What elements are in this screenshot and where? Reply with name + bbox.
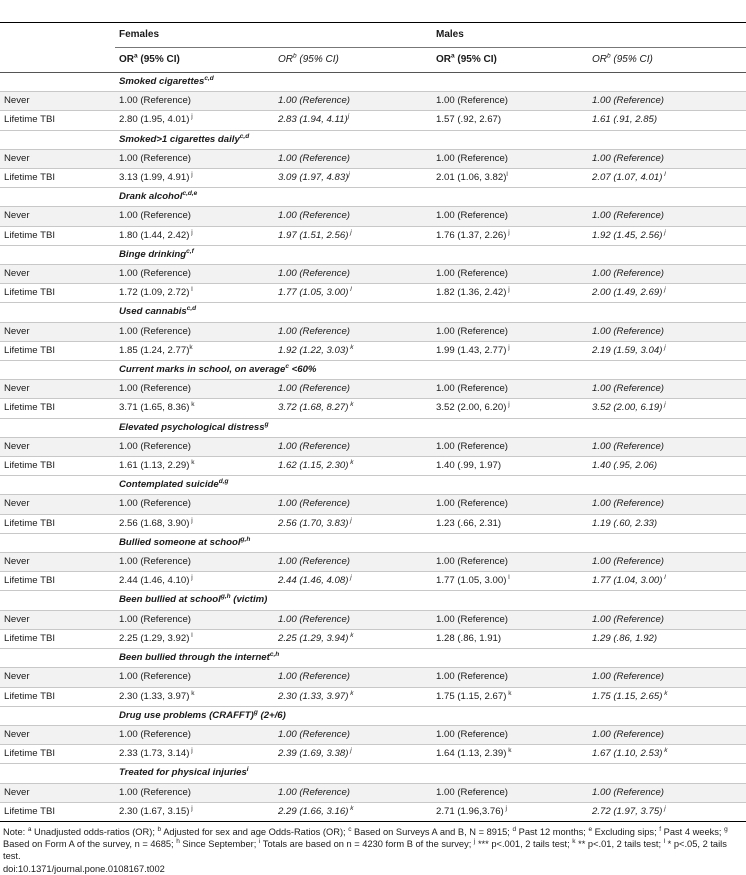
category-row	[0, 533, 746, 552]
row-label-tbi: Lifetime TBI	[0, 169, 115, 188]
header-male-or-a: $OR^a$ (95% CI)	[432, 48, 588, 73]
cell-female-or-a: 1.00 (Reference)	[115, 437, 274, 456]
odds-ratio-table	[0, 23, 746, 822]
cell-male-or-b: 1.29 (.86, 1.92)	[588, 629, 746, 648]
table-row-never	[0, 725, 746, 744]
cell-female-or-a: 1.00 (Reference)	[115, 783, 274, 802]
row-label-never: Never	[0, 725, 115, 744]
cell-female-or-b: 3.72 (1.68, 8.27) $^k$	[274, 399, 432, 418]
cell-female-or-a: 1.61 (1.13, 2.29) $^k$	[115, 457, 274, 476]
cell-male-or-a: 1.00 (Reference)	[432, 495, 588, 514]
cell-female-or-a: 1.00 (Reference)	[115, 92, 274, 111]
cell-male-or-a: 1.00 (Reference)	[432, 380, 588, 399]
cell-female-or-b: 2.39 (1.69, 3.38) $^j$	[274, 745, 432, 764]
cell-male-or-b: 1.00 (Reference)	[588, 668, 746, 687]
category-spacer	[0, 476, 115, 495]
category-title: Smoked>1 cigarettes daily$^{c,d}$	[115, 130, 746, 149]
category-row	[0, 476, 746, 495]
cell-male-or-a: 1.99 (1.43, 2.77) $^j$	[432, 341, 588, 360]
table-row-never	[0, 783, 746, 802]
cell-male-or-a: 1.77 (1.05, 3.00) $^l$	[432, 572, 588, 591]
row-label-tbi: Lifetime TBI	[0, 284, 115, 303]
table-row-never	[0, 380, 746, 399]
cell-male-or-a: 1.00 (Reference)	[432, 668, 588, 687]
cell-male-or-b: 2.72 (1.97, 3.75) $^j$	[588, 802, 746, 821]
table-row-tbi	[0, 226, 746, 245]
cell-female-or-a: 3.71 (1.65, 8.36) $^k$	[115, 399, 274, 418]
category-title: Smoked cigarettes$^{c,d}$	[115, 73, 746, 92]
cell-female-or-a: 2.33 (1.73, 3.14) $^j$	[115, 745, 274, 764]
category-spacer	[0, 73, 115, 92]
cell-female-or-a: 1.72 (1.09, 2.72) $^l$	[115, 284, 274, 303]
cell-female-or-b: 1.00 (Reference)	[274, 668, 432, 687]
table-row-tbi	[0, 341, 746, 360]
header-males: Males	[432, 23, 746, 48]
category-title: Used cannabis$^{c,d}$	[115, 303, 746, 322]
category-row	[0, 73, 746, 92]
cell-male-or-b: 1.77 (1.04, 3.00) $^l$	[588, 572, 746, 591]
table-row-never	[0, 92, 746, 111]
header-row-or	[0, 48, 746, 73]
cell-male-or-b: 2.19 (1.59, 3.04) $^j$	[588, 341, 746, 360]
table-row-never	[0, 149, 746, 168]
header-empty	[0, 23, 115, 48]
cell-male-or-b: 1.19 (.60, 2.33)	[588, 514, 746, 533]
cell-female-or-a: 1.85 (1.24, 2.77)$^k$	[115, 341, 274, 360]
cell-female-or-a: 1.00 (Reference)	[115, 380, 274, 399]
row-label-never: Never	[0, 668, 115, 687]
table-row-tbi	[0, 514, 746, 533]
cell-male-or-a: 1.00 (Reference)	[432, 725, 588, 744]
cell-female-or-a: 2.30 (1.33, 3.97) $^k$	[115, 687, 274, 706]
category-spacer	[0, 130, 115, 149]
cell-male-or-a: 1.23 (.66, 2.31)	[432, 514, 588, 533]
header-male-or-b: $OR^b$ (95% CI)	[588, 48, 746, 73]
cell-female-or-a: 2.25 (1.29, 3.92) $^l$	[115, 629, 274, 648]
cell-female-or-b: 1.00 (Reference)	[274, 149, 432, 168]
cell-female-or-b: 1.00 (Reference)	[274, 322, 432, 341]
row-label-never: Never	[0, 495, 115, 514]
table-row-never	[0, 207, 746, 226]
header-female-or-a: $OR^a$ (95% CI)	[115, 48, 274, 73]
cell-female-or-a: 1.00 (Reference)	[115, 668, 274, 687]
cell-female-or-a: 1.00 (Reference)	[115, 610, 274, 629]
row-label-never: Never	[0, 207, 115, 226]
row-label-tbi: Lifetime TBI	[0, 514, 115, 533]
row-label-tbi: Lifetime TBI	[0, 399, 115, 418]
cell-male-or-a: 1.00 (Reference)	[432, 149, 588, 168]
category-spacer	[0, 706, 115, 725]
table-row-tbi	[0, 802, 746, 821]
table-row-tbi	[0, 399, 746, 418]
cell-male-or-b: 1.00 (Reference)	[588, 610, 746, 629]
cell-female-or-a: 2.56 (1.68, 3.90) $^j$	[115, 514, 274, 533]
table-row-never	[0, 322, 746, 341]
cell-male-or-b: 3.52 (2.00, 6.19) $^j$	[588, 399, 746, 418]
header-empty-2	[0, 48, 115, 73]
top-rule	[0, 0, 746, 23]
table-row-tbi	[0, 111, 746, 130]
cell-female-or-b: 2.83 (1.94, 4.11)$^j$	[274, 111, 432, 130]
row-label-tbi: Lifetime TBI	[0, 629, 115, 648]
table-row-tbi	[0, 629, 746, 648]
cell-female-or-b: 2.30 (1.33, 3.97) $^k$	[274, 687, 432, 706]
cell-male-or-b: 1.00 (Reference)	[588, 783, 746, 802]
table-row-never	[0, 437, 746, 456]
cell-male-or-b: 1.00 (Reference)	[588, 495, 746, 514]
row-label-tbi: Lifetime TBI	[0, 111, 115, 130]
header-row-sex	[0, 23, 746, 48]
category-row	[0, 649, 746, 668]
cell-female-or-a: 1.00 (Reference)	[115, 495, 274, 514]
table-row-never	[0, 495, 746, 514]
category-title: Current marks in school, on average$^c$ <60%	[115, 361, 746, 380]
row-label-never: Never	[0, 610, 115, 629]
cell-male-or-a: 1.00 (Reference)	[432, 437, 588, 456]
table-row-tbi	[0, 457, 746, 476]
row-label-tbi: Lifetime TBI	[0, 226, 115, 245]
category-spacer	[0, 245, 115, 264]
category-title: Contemplated suicide$^{d,g}$	[115, 476, 746, 495]
row-label-tbi: Lifetime TBI	[0, 745, 115, 764]
table-notes: Note: $^a$ Unadjusted odds-ratios (OR); $^b$ Adjusted for sex and age Odds-Ratios (OR); $^c$ Based on Surveys A and B, N = 8915; $^d$ Past 12 months; $^e$ Excluding sips; $^f$ Past 4 weeks; $^g$ Based on Form A of the survey, n = 4685; $^h$ Since September; $^i$ Totals are based on n = 4230 form B of the survey; $^j$ *** p<.001, 2 tails test; $^k$ ** p<.01, 2 tails test; $^l$ * p<.05, 2 tails test.	[3, 825, 728, 862]
category-title: Been bullied at school$^{g,h}$ (victim)	[115, 591, 746, 610]
cell-female-or-a: 1.00 (Reference)	[115, 725, 274, 744]
cell-male-or-a: 1.40 (.99, 1.97)	[432, 457, 588, 476]
row-label-never: Never	[0, 553, 115, 572]
cell-female-or-b: 2.44 (1.46, 4.08) $^j$	[274, 572, 432, 591]
table-row-tbi	[0, 687, 746, 706]
cell-male-or-a: 3.52 (2.00, 6.20) $^j$	[432, 399, 588, 418]
cell-male-or-b: 1.00 (Reference)	[588, 92, 746, 111]
category-title: Binge drinking$^{c,f}$	[115, 245, 746, 264]
row-label-never: Never	[0, 437, 115, 456]
cell-female-or-a: 3.13 (1.99, 4.91) $^j$	[115, 169, 274, 188]
cell-male-or-b: 1.00 (Reference)	[588, 207, 746, 226]
category-spacer	[0, 188, 115, 207]
cell-male-or-a: 1.00 (Reference)	[432, 553, 588, 572]
cell-female-or-b: 1.00 (Reference)	[274, 495, 432, 514]
category-row	[0, 591, 746, 610]
row-label-tbi: Lifetime TBI	[0, 572, 115, 591]
table-row-tbi	[0, 572, 746, 591]
row-label-never: Never	[0, 380, 115, 399]
cell-female-or-b: 2.56 (1.70, 3.83) $^j$	[274, 514, 432, 533]
row-label-never: Never	[0, 322, 115, 341]
category-row	[0, 361, 746, 380]
cell-female-or-b: 1.00 (Reference)	[274, 437, 432, 456]
cell-female-or-a: 1.00 (Reference)	[115, 265, 274, 284]
table-row-tbi	[0, 745, 746, 764]
cell-female-or-b: 1.00 (Reference)	[274, 207, 432, 226]
cell-female-or-a: 2.44 (1.46, 4.10) $^j$	[115, 572, 274, 591]
row-label-never: Never	[0, 92, 115, 111]
cell-female-or-b: 3.09 (1.97, 4.83)$^j$	[274, 169, 432, 188]
cell-female-or-b: 1.00 (Reference)	[274, 725, 432, 744]
cell-female-or-b: 2.25 (1.29, 3.94) $^k$	[274, 629, 432, 648]
cell-female-or-a: 2.30 (1.67, 3.15) $^j$	[115, 802, 274, 821]
cell-male-or-b: 1.40 (.95, 2.06)	[588, 457, 746, 476]
table-row-tbi	[0, 284, 746, 303]
row-label-never: Never	[0, 265, 115, 284]
cell-male-or-a: 1.64 (1.13, 2.39) $^k$	[432, 745, 588, 764]
cell-male-or-a: 1.28 (.86, 1.91)	[432, 629, 588, 648]
cell-female-or-a: 1.00 (Reference)	[115, 149, 274, 168]
cell-female-or-b: 1.00 (Reference)	[274, 610, 432, 629]
category-title: Been bullied through the internet$^{c,h}$	[115, 649, 746, 668]
cell-male-or-b: 1.00 (Reference)	[588, 380, 746, 399]
category-title: Bullied someone at school$^{g,h}$	[115, 533, 746, 552]
cell-male-or-a: 1.00 (Reference)	[432, 207, 588, 226]
category-row	[0, 303, 746, 322]
header-female-or-b: $OR^b$ (95% CI)	[274, 48, 432, 73]
cell-male-or-a: 1.76 (1.37, 2.26) $^j$	[432, 226, 588, 245]
cell-male-or-a: 1.00 (Reference)	[432, 783, 588, 802]
cell-male-or-b: 1.00 (Reference)	[588, 725, 746, 744]
cell-female-or-a: 1.00 (Reference)	[115, 553, 274, 572]
category-row	[0, 130, 746, 149]
table-row-never	[0, 610, 746, 629]
cell-female-or-b: 1.62 (1.15, 2.30) $^k$	[274, 457, 432, 476]
cell-male-or-a: 2.01 (1.06, 3.82)$^l$	[432, 169, 588, 188]
category-spacer	[0, 303, 115, 322]
cell-male-or-b: 1.00 (Reference)	[588, 149, 746, 168]
cell-female-or-a: 1.00 (Reference)	[115, 207, 274, 226]
cell-male-or-b: 1.00 (Reference)	[588, 322, 746, 341]
cell-male-or-b: 1.75 (1.15, 2.65) $^k$	[588, 687, 746, 706]
category-spacer	[0, 533, 115, 552]
cell-male-or-a: 2.71 (1.96,3.76) $^j$	[432, 802, 588, 821]
cell-male-or-b: 1.00 (Reference)	[588, 265, 746, 284]
header-females: Females	[115, 23, 432, 48]
category-title: Treated for physical injuries$^i$	[115, 764, 746, 783]
cell-female-or-b: 1.00 (Reference)	[274, 783, 432, 802]
cell-female-or-a: 1.80 (1.44, 2.42) $^j$	[115, 226, 274, 245]
cell-male-or-b: 1.00 (Reference)	[588, 437, 746, 456]
cell-male-or-b: 1.00 (Reference)	[588, 553, 746, 572]
cell-male-or-a: 1.00 (Reference)	[432, 92, 588, 111]
cell-male-or-b: 2.00 (1.49, 2.69) $^j$	[588, 284, 746, 303]
cell-female-or-b: 2.29 (1.66, 3.16) $^k$	[274, 802, 432, 821]
cell-male-or-a: 1.82 (1.36, 2.42) $^j$	[432, 284, 588, 303]
table-row-never	[0, 265, 746, 284]
category-spacer	[0, 764, 115, 783]
cell-male-or-a: 1.57 (.92, 2.67)	[432, 111, 588, 130]
category-spacer	[0, 418, 115, 437]
table-row-never	[0, 553, 746, 572]
cell-female-or-b: 1.00 (Reference)	[274, 553, 432, 572]
category-title: Drank alcohol$^{c,d,e}$	[115, 188, 746, 207]
table-body	[0, 73, 746, 822]
cell-male-or-a: 1.00 (Reference)	[432, 610, 588, 629]
category-title: Drug use problems (CRAFFT)$^g$ (2+/6)	[115, 706, 746, 725]
row-label-never: Never	[0, 783, 115, 802]
cell-male-or-a: 1.00 (Reference)	[432, 322, 588, 341]
cell-female-or-b: 1.77 (1.05, 3.00) $^l$	[274, 284, 432, 303]
category-spacer	[0, 361, 115, 380]
cell-male-or-b: 1.67 (1.10, 2.53) $^k$	[588, 745, 746, 764]
category-spacer	[0, 591, 115, 610]
cell-female-or-b: 1.92 (1.22, 3.03) $^k$	[274, 341, 432, 360]
row-label-tbi: Lifetime TBI	[0, 687, 115, 706]
category-row	[0, 764, 746, 783]
cell-female-or-b: 1.00 (Reference)	[274, 380, 432, 399]
cell-female-or-b: 1.00 (Reference)	[274, 265, 432, 284]
cell-female-or-b: 1.00 (Reference)	[274, 92, 432, 111]
cell-female-or-a: 1.00 (Reference)	[115, 322, 274, 341]
cell-male-or-a: 1.00 (Reference)	[432, 265, 588, 284]
category-row	[0, 245, 746, 264]
row-label-tbi: Lifetime TBI	[0, 802, 115, 821]
category-row	[0, 706, 746, 725]
row-label-never: Never	[0, 149, 115, 168]
cell-male-or-a: 1.75 (1.15, 2.67) $^k$	[432, 687, 588, 706]
category-row	[0, 418, 746, 437]
row-label-tbi: Lifetime TBI	[0, 341, 115, 360]
row-label-tbi: Lifetime TBI	[0, 457, 115, 476]
table-row-tbi	[0, 169, 746, 188]
category-spacer	[0, 649, 115, 668]
doi-line: doi:10.1371/journal.pone.0108167.t002	[3, 863, 165, 874]
cell-female-or-b: 1.97 (1.51, 2.56) $^j$	[274, 226, 432, 245]
cell-male-or-b: 1.92 (1.45, 2.56) $^j$	[588, 226, 746, 245]
category-row	[0, 188, 746, 207]
table-row-never	[0, 668, 746, 687]
category-title: Elevated psychological distress$^g$	[115, 418, 746, 437]
cell-female-or-a: 2.80 (1.95, 4.01) $^j$	[115, 111, 274, 130]
cell-male-or-b: 1.61 (.91, 2.85)	[588, 111, 746, 130]
cell-male-or-b: 2.07 (1.07, 4.01) $^l$	[588, 169, 746, 188]
